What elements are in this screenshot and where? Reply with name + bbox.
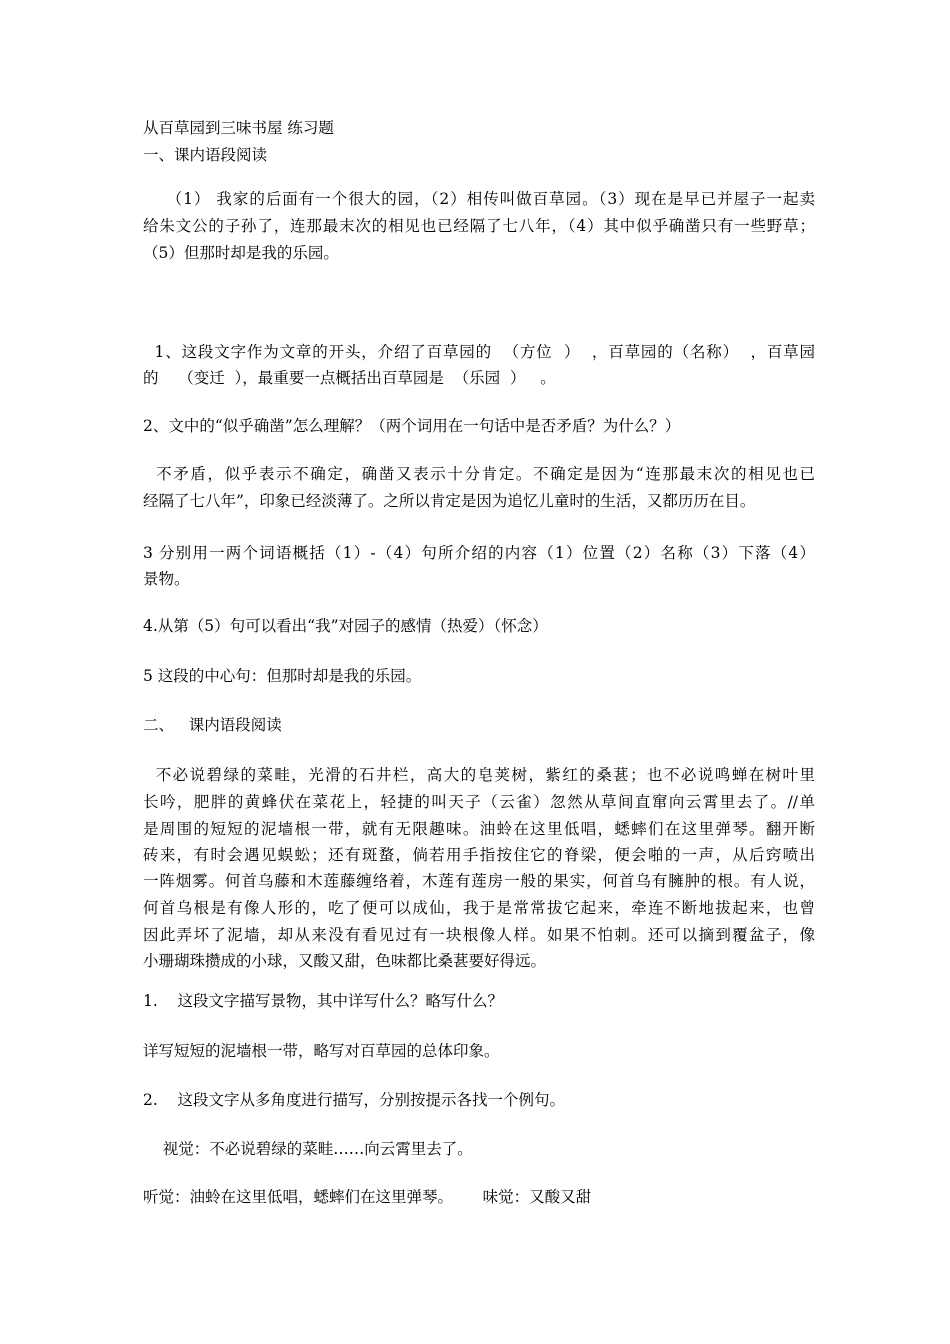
answer-2-line: 经隔了七八年”，印象已经淡薄了。之所以肯定是因为追忆儿童时的生活，又都历历在目。 (143, 492, 756, 510)
question-2: 2、文中的“似乎确凿”怎么理解？（两个词用在一句话中是否矛盾？为什么？） (143, 417, 681, 435)
passage-2-line: 长吟，肥胖的黄蜂伏在菜花上，轻捷的叫天子（云雀）忽然从草间直窜向云霄里去了。//单 (143, 793, 815, 811)
section-2-answer-1: 详写短短的泥墙根一带，略写对百草园的总体印象。 (143, 1042, 500, 1060)
passage-1-line: 给朱文公的子孙了，连那最末次的相见也已经隔了七八年，（4）其中似乎确凿只有一些野草； (143, 217, 815, 235)
passage-2-line: 不必说碧绿的菜畦，光滑的石井栏，高大的皂荚树，紫红的桑葚；也不必说鸣蝉在树叶里 (143, 766, 815, 784)
question-1-line: 的 （变迁 ），最重要一点概括出百草园是 （乐园 ） 。 (143, 369, 556, 387)
section-2-answer-hearing-taste: 听觉：油蛉在这里低唱，蟋蟀们在这里弹琴。 味觉：又酸又甜 (143, 1188, 592, 1206)
section-2-question-1: 1. 这段文字描写景物，其中详写什么？略写什么？ (143, 992, 503, 1010)
passage-1-line: （5）但那时却是我的乐园。 (143, 244, 339, 262)
section-2-question-2: 2. 这段文字从多角度进行描写，分别按提示各找一个例句。 (143, 1091, 565, 1109)
question-4: 4.从第（5）句可以看出“我”对园子的感情（热爱）（怀念） (143, 617, 548, 635)
question-3-line: 3 分别用一两个词语概括（1）-（4）句所介绍的内容（1）位置（2）名称（3）下落（4） (143, 544, 815, 562)
passage-2-line: 砖来，有时会遇见蜈蚣；还有斑蝥，倘若用手指按住它的脊梁，便会啪的一声，从后窍喷出 (143, 846, 815, 864)
passage-1-line: （1） 我家的后面有一个很大的园，（2）相传叫做百草园。（3）现在是早已并屋子一起卖 (143, 190, 815, 208)
question-5: 5 这段的中心句：但那时却是我的乐园。 (143, 667, 422, 685)
question-3-line: 景物。 (143, 570, 190, 588)
document-title: 从百草园到三味书屋 练习题 (143, 119, 334, 137)
section-2-heading: 二、 课内语段阅读 (143, 716, 282, 734)
passage-2-line: 小珊瑚珠攒成的小球，又酸又甜，色味都比桑葚要好得远。 (143, 952, 547, 970)
passage-2-line: 一阵烟雾。何首乌藤和木莲藤缠络着，木莲有莲房一般的果实，何首乌有臃肿的根。有人说， (143, 872, 815, 890)
passage-2-line: 是周围的短短的泥墙根一带，就有无限趣味。油蛉在这里低唱，蟋蟀们在这里弹琴。翻开断 (143, 820, 815, 838)
section-1-heading: 一、课内语段阅读 (143, 146, 268, 164)
passage-2-line: 何首乌根是有像人形的，吃了便可以成仙，我于是常常拔它起来，牵连不断地拔起来，也曾 (143, 899, 815, 917)
section-2-answer-visual: 视觉：不必说碧绿的菜畦……向云霄里去了。 (143, 1140, 473, 1158)
passage-2-line: 因此弄坏了泥墙，却从来没有看见过有一块根像人样。如果不怕刺。还可以摘到覆盆子，像 (143, 926, 815, 944)
answer-2-line: 不矛盾，似乎表示不确定，确凿又表示十分肯定。不确定是因为“连那最末次的相见也已 (143, 465, 815, 483)
question-1-line: 1、这段文字作为文章的开头，介绍了百草园的 （方位 ） ，百草园的（名称） ，百草园 (143, 343, 815, 361)
